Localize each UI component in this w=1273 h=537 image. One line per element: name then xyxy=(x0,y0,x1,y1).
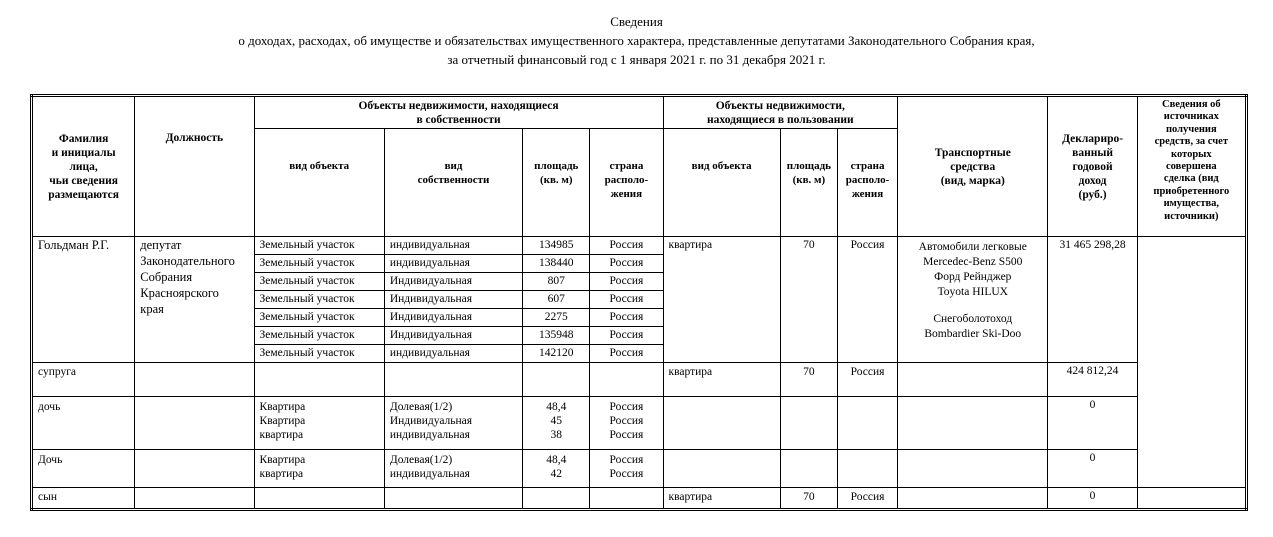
header-sources-l5: которых xyxy=(1171,148,1212,160)
row3-income xyxy=(1048,397,1137,450)
row1-tr-l4: Toyota HILUX xyxy=(937,286,1008,298)
row5-owned-area xyxy=(523,488,590,510)
row4-used-type xyxy=(663,450,780,488)
list-item: Индивидуальная xyxy=(385,273,522,291)
header-sources-l1: Сведения об xyxy=(1162,99,1221,110)
list-item: 135948 xyxy=(523,327,589,345)
row2-owned-ownership xyxy=(384,363,522,397)
list-item: 70 xyxy=(803,239,815,251)
row5-used-country-text: Россия xyxy=(850,491,885,503)
header-owned-area-l1: площадь xyxy=(534,160,579,172)
row3-used-type xyxy=(663,397,780,450)
header-used-type-label: вид объекта xyxy=(691,160,752,172)
header-owned-type xyxy=(254,129,384,237)
header-used-type xyxy=(663,129,780,237)
row2-owned-area xyxy=(523,363,590,397)
header-sources-l8: приобретенного xyxy=(1153,185,1230,197)
list-item: 607 xyxy=(523,291,589,309)
list-item: Земельный участок xyxy=(255,291,384,309)
header-income-l4: доход xyxy=(1078,174,1107,187)
header-name xyxy=(32,96,135,237)
header-owned-ownership xyxy=(384,129,522,237)
header-sources-l9: имущества, xyxy=(1163,198,1220,210)
row2-income-text: 424 812,24 xyxy=(1066,365,1119,377)
list-item: Земельный участок xyxy=(259,347,355,359)
row4-name xyxy=(32,450,135,488)
row1-income xyxy=(1048,237,1137,363)
header-owned-area xyxy=(523,129,590,237)
row2-used-country-text: Россия xyxy=(850,366,885,378)
list-item: Россия xyxy=(609,401,644,413)
row1-used-country xyxy=(837,237,897,363)
row2-used-type-text: квартира xyxy=(668,366,713,378)
header-sources-l4: средств, за счет xyxy=(1154,136,1228,148)
header-used-l1: Объекты недвижимости, xyxy=(715,99,845,112)
row5-position xyxy=(135,488,254,510)
row1-name xyxy=(32,237,135,363)
list-item: Квартира xyxy=(259,454,306,466)
row2-used-type xyxy=(663,363,780,397)
list-item: 138440 xyxy=(523,255,589,273)
list-item: 807 xyxy=(523,273,589,291)
list-item: Индивидуальная xyxy=(385,291,522,309)
header-used-country-l1: страна xyxy=(850,160,885,172)
list-item: Индивидуальная xyxy=(389,415,473,427)
row5-owned-type xyxy=(254,488,384,510)
row1-tr-l2: Mercedec-Benz S500 xyxy=(923,256,1023,268)
row1-tr-l6: Снегоболотоход xyxy=(933,313,1013,325)
header-used-country-l2: располо- xyxy=(845,174,890,186)
row1-pos-l4: Красноярского xyxy=(140,286,219,300)
row5-name xyxy=(32,488,135,510)
row5-owned-ownership xyxy=(384,488,522,510)
header-ownership-l2: собственности xyxy=(417,174,490,186)
row2-used-country xyxy=(837,363,897,397)
header-used-l2: находящиеся в пользовании xyxy=(707,113,854,126)
row1-tr-l1: Автомобили легковые xyxy=(918,241,1027,253)
row4-owned-area xyxy=(523,450,590,488)
header-income-l1: Деклариро- xyxy=(1062,132,1124,145)
list-item: Россия xyxy=(609,347,644,359)
row4-owned-country xyxy=(590,450,663,488)
header-name-l2: и инициалы xyxy=(51,146,116,159)
row5-income-text: 0 xyxy=(1089,490,1096,502)
list-item: квартира xyxy=(259,429,304,441)
row3-owned-country xyxy=(590,397,663,450)
row4-transport xyxy=(898,450,1048,488)
row1-used-type xyxy=(663,237,780,363)
row2-position xyxy=(135,363,254,397)
row4-owned-ownership xyxy=(384,450,522,488)
row3-name-text: дочь xyxy=(38,401,61,413)
list-item: Россия xyxy=(850,239,885,251)
header-owned-type-label: вид объекта xyxy=(289,160,350,172)
list-item: Земельный участок xyxy=(255,237,384,255)
header-owned-country xyxy=(590,129,663,237)
row1-tr-l3: Форд Рейнджер xyxy=(934,271,1012,283)
list-item: Долевая(1/2) xyxy=(389,401,453,413)
list-item: индивидуальная xyxy=(389,468,470,480)
row1-income-text: 31 465 298,28 xyxy=(1059,239,1126,251)
row4-position xyxy=(135,450,254,488)
row1-owned-types xyxy=(254,237,384,363)
header-income-l2: ванный xyxy=(1072,146,1113,159)
header-owned-country-l3: жения xyxy=(610,188,643,200)
row5-owned-country xyxy=(590,488,663,510)
row1-name-text: Гольдман Р.Г. xyxy=(38,238,110,252)
header-owned-country-l2: располо- xyxy=(604,174,649,186)
row1-pos-l3: Собрания xyxy=(140,270,193,284)
header-name-l1: Фамилия xyxy=(58,132,109,145)
header-transport-l3: (вид, марка) xyxy=(940,174,1005,187)
header-used-group xyxy=(663,96,898,129)
row5-sources xyxy=(1137,488,1246,510)
header-owned-country-l1: страна xyxy=(609,160,644,172)
row5-used-type-text: квартира xyxy=(668,491,713,503)
list-item: квартира xyxy=(668,239,713,251)
table-row xyxy=(32,363,1247,397)
header-income-l3: годовой xyxy=(1072,160,1113,173)
header-transport-l1: Транспортные xyxy=(934,146,1011,159)
row3-name xyxy=(32,397,135,450)
header-sources-l3: получения xyxy=(1165,123,1217,135)
list-item: Россия xyxy=(590,237,662,255)
list-item: Индивидуальная xyxy=(385,327,522,345)
row2-income xyxy=(1048,363,1137,397)
list-item: Земельный участок xyxy=(255,255,384,273)
row1-owned-ownership xyxy=(384,237,522,363)
row2-used-area xyxy=(780,363,837,397)
list-item: индивидуальная xyxy=(389,429,470,441)
header-sources-l6: совершена xyxy=(1166,161,1217,173)
table-row xyxy=(32,237,1247,363)
row4-income-text: 0 xyxy=(1089,452,1096,464)
row2-used-area-text: 70 xyxy=(803,366,815,378)
header-used-country-l3: жения xyxy=(851,188,884,200)
row5-used-type xyxy=(663,488,780,510)
list-item: Земельный участок xyxy=(255,327,384,345)
header-income-l5: (руб.) xyxy=(1078,188,1107,201)
header-owned-l2: в собственности xyxy=(416,113,501,126)
list-item: Россия xyxy=(590,291,662,309)
list-item: индивидуальная xyxy=(385,255,522,273)
row2-name xyxy=(32,363,135,397)
row3-used-area xyxy=(780,397,837,450)
row5-transport xyxy=(898,488,1048,510)
header-position-label: Должность xyxy=(165,132,224,144)
list-item: 142120 xyxy=(539,347,574,359)
header-sources xyxy=(1137,96,1246,237)
header-income xyxy=(1048,96,1137,237)
header-name-l4: чьи сведения xyxy=(49,174,118,187)
header-owned-group xyxy=(254,96,663,129)
document-title xyxy=(0,12,1273,69)
list-item: 134985 xyxy=(523,237,589,255)
row1-owned-country xyxy=(590,237,663,363)
row1-used-area xyxy=(780,237,837,363)
row1-position xyxy=(135,237,254,363)
list-item: 2275 xyxy=(523,309,589,327)
list-item: Россия xyxy=(590,327,662,345)
row3-transport xyxy=(898,397,1048,450)
header-used-country xyxy=(837,129,897,237)
table-row xyxy=(32,397,1247,450)
row5-name-text: сын xyxy=(38,491,57,503)
list-item: Россия xyxy=(609,415,644,427)
list-item: Россия xyxy=(590,273,662,291)
row2-name-text: супруга xyxy=(38,366,77,378)
row4-income xyxy=(1048,450,1137,488)
list-item: Земельный участок xyxy=(255,273,384,291)
row5-used-area xyxy=(780,488,837,510)
row3-used-country xyxy=(837,397,897,450)
header-transport xyxy=(898,96,1048,237)
row4-used-area xyxy=(780,450,837,488)
sources-cell xyxy=(1137,237,1246,488)
list-item: 48,4 xyxy=(546,401,567,413)
list-item: Россия xyxy=(609,468,644,480)
header-name-l3: лица, xyxy=(69,160,98,173)
row1-tr-l7: Bombardier Ski-Doo xyxy=(924,328,1022,340)
header-used-area-l1: площадь xyxy=(786,160,831,172)
header-used-area xyxy=(780,129,837,237)
header-used-area-l2: (кв. м) xyxy=(792,174,826,186)
list-item: Долевая(1/2) xyxy=(389,454,453,466)
list-item: индивидуальная xyxy=(389,347,470,359)
list-item: квартира xyxy=(259,468,304,480)
row5-used-country xyxy=(837,488,897,510)
list-item: 48,4 xyxy=(546,454,567,466)
row1-tr-gap xyxy=(898,300,1047,312)
header-sources-l10: источники) xyxy=(1164,210,1219,222)
list-item: Россия xyxy=(590,309,662,327)
row3-position xyxy=(135,397,254,450)
header-name-l5: размещаются xyxy=(48,188,119,201)
row3-income-text: 0 xyxy=(1089,399,1096,411)
row3-owned-ownership xyxy=(384,397,522,450)
header-owned-area-l2: (кв. м) xyxy=(539,174,573,186)
row5-income xyxy=(1048,488,1137,510)
title-line-1: Сведения xyxy=(610,14,663,29)
list-item: индивидуальная xyxy=(385,237,522,255)
row3-owned-type xyxy=(254,397,384,450)
row2-owned-type xyxy=(254,363,384,397)
list-item: 45 xyxy=(550,415,562,427)
header-position xyxy=(135,96,254,237)
list-item: Индивидуальная xyxy=(385,309,522,327)
list-item: Россия xyxy=(609,454,644,466)
declaration-table xyxy=(30,94,1248,511)
title-line-2: о доходах, расходах, об имуществе и обязательствах имущественного характера, представленные депутатами Законодательного Собрания края, xyxy=(238,33,1035,48)
row1-pos-l5: края xyxy=(140,302,164,316)
table-row xyxy=(32,450,1247,488)
row1-transport xyxy=(898,237,1048,363)
list-item: Квартира xyxy=(259,401,306,413)
row1-owned-area xyxy=(523,237,590,363)
list-item: Россия xyxy=(609,429,644,441)
header-sources-l2: источниках xyxy=(1163,111,1219,123)
header-owned-l1: Объекты недвижимости, находящиеся xyxy=(358,99,559,112)
list-item: Земельный участок xyxy=(255,309,384,327)
row4-name-text: Дочь xyxy=(38,454,63,466)
row2-owned-country xyxy=(590,363,663,397)
row4-used-country xyxy=(837,450,897,488)
header-ownership-l1: вид xyxy=(444,160,463,172)
table-row xyxy=(32,488,1247,510)
row4-owned-type xyxy=(254,450,384,488)
list-item: Россия xyxy=(590,255,662,273)
title-line-3: за отчетный финансовый год с 1 января 2021 г. по 31 декабря 2021 г. xyxy=(447,52,826,67)
header-transport-l2: средства xyxy=(950,160,996,173)
row3-owned-area xyxy=(523,397,590,450)
row5-used-area-text: 70 xyxy=(803,491,815,503)
row1-pos-l2: Законодательного xyxy=(140,254,235,268)
row2-transport xyxy=(898,363,1048,397)
list-item: Квартира xyxy=(259,415,306,427)
list-item: 38 xyxy=(550,429,562,441)
row1-pos-l1: депутат xyxy=(140,238,182,252)
list-item: 42 xyxy=(550,468,562,480)
header-sources-l7: сделка (вид xyxy=(1163,173,1219,185)
